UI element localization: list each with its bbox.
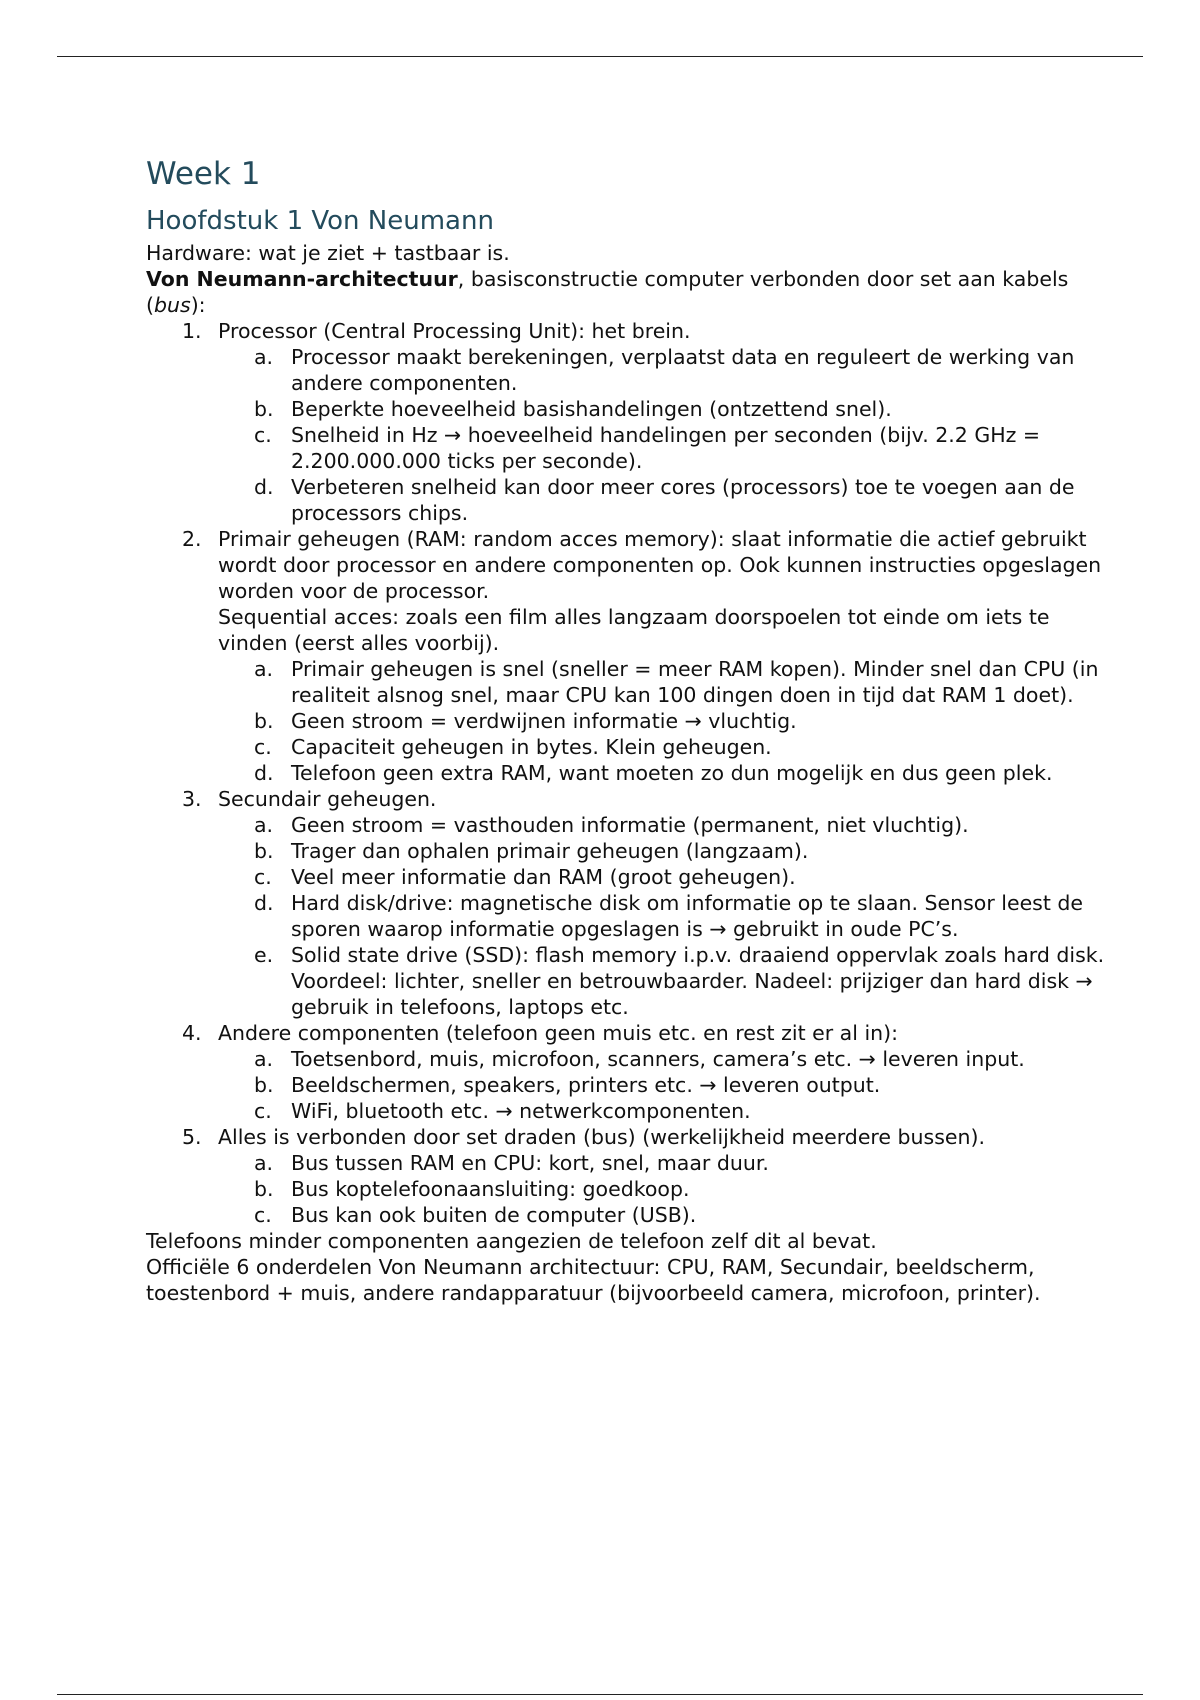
- sub-list-item-letter: d.: [254, 761, 274, 785]
- sub-list-item: [146, 734, 1106, 760]
- sub-list-item: [146, 1176, 1106, 1202]
- sub-list-item-letter: a.: [254, 657, 274, 681]
- list-item: [146, 1020, 1106, 1046]
- sub-list-item: [146, 760, 1106, 786]
- sub-list-item: [146, 1202, 1106, 1228]
- sub-list-item-text: Geen stroom = vasthouden informatie (permanent, niet vluchtig).: [291, 813, 969, 837]
- sub-list-item-letter: b.: [254, 839, 274, 863]
- sub-list-item-letter: c.: [254, 865, 272, 889]
- intro-von-neumann: [146, 266, 1106, 318]
- sub-list-item-text: Bus koptelefoonaansluiting: goedkoop.: [291, 1177, 690, 1201]
- sub-list: [146, 656, 1106, 786]
- sub-list-item-letter: a.: [254, 1047, 274, 1071]
- sub-list-item: [146, 474, 1106, 526]
- term-von-neumann: Von Neumann-architectuur: [146, 267, 458, 291]
- sub-list-item-letter: c.: [254, 735, 272, 759]
- term-bus: bus: [154, 293, 191, 317]
- sub-list-item-text: Hard disk/drive: magnetische disk om informatie op te slaan. Sensor leest de sporen waarop informatie opgeslagen is → gebruikt in oude PC’s.: [291, 891, 1084, 941]
- list-item: [146, 526, 1106, 656]
- sub-list-item-text: Capaciteit geheugen in bytes. Klein geheugen.: [291, 735, 772, 759]
- sub-list-item-letter: b.: [254, 1177, 274, 1201]
- list-item-number: 2.: [182, 527, 202, 551]
- sub-list-item: [146, 890, 1106, 942]
- sub-list-item-letter: a.: [254, 813, 274, 837]
- sub-list: [146, 812, 1106, 1020]
- intro-hardware: Hardware: wat je ziet + tastbaar is.: [146, 241, 510, 265]
- sub-list-item-letter: d.: [254, 475, 274, 499]
- sub-list-item: [146, 812, 1106, 838]
- list-item-number: 1.: [182, 319, 202, 343]
- list-item-text: Andere componenten (telefoon geen muis etc. en rest zit er al in):: [218, 1021, 899, 1045]
- sub-list-wrapper: [146, 1046, 1106, 1124]
- list-item-number: 3.: [182, 787, 202, 811]
- sub-list-item-text: Solid state drive (SSD): flash memory i.p.v. draaiend oppervlak zoals hard disk. Voordeel: lichter, sneller en betrouwbaarder. Nadeel: prijziger dan hard disk → gebruik in telefoons, laptops etc.: [291, 943, 1105, 1019]
- list-item-number: 4.: [182, 1021, 202, 1045]
- sub-list-item-text: Trager dan ophalen primair geheugen (langzaam).: [291, 839, 809, 863]
- sub-list-wrapper: [146, 344, 1106, 526]
- list-item: [146, 786, 1106, 812]
- sub-list-item-letter: a.: [254, 345, 274, 369]
- outro-official: Officiële 6 onderdelen Von Neumann architectuur: CPU, RAM, Secundair, beeldscherm, toestenbord + muis, andere randapparatuur (bijvoorbeeld camera, microfoon, printer).: [146, 1255, 1041, 1305]
- sub-list-item-text: WiFi, bluetooth etc. → netwerkcomponenten.: [291, 1099, 751, 1123]
- sub-list-item: [146, 1098, 1106, 1124]
- sub-list-item: [146, 708, 1106, 734]
- sub-list-item: [146, 396, 1106, 422]
- sub-list-item-letter: b.: [254, 709, 274, 733]
- sub-list-item: [146, 864, 1106, 890]
- sub-list-item-text: Bus kan ook buiten de computer (USB).: [291, 1203, 697, 1227]
- list-item-text: Alles is verbonden door set draden (bus) (werkelijkheid meerdere bussen).: [218, 1125, 986, 1149]
- component-list: [146, 318, 1106, 1228]
- sub-list-item-text: Bus tussen RAM en CPU: kort, snel, maar duur.: [291, 1151, 769, 1175]
- sub-list-wrapper: [146, 812, 1106, 1020]
- sub-list-item-text: Geen stroom = verdwijnen informatie → vluchtig.: [291, 709, 797, 733]
- sub-list-item-letter: c.: [254, 1099, 272, 1123]
- sub-list-item: [146, 838, 1106, 864]
- heading-chapter: Hoofdstuk 1 Von Neumann: [146, 206, 494, 236]
- sub-list-item-letter: b.: [254, 1073, 274, 1097]
- sub-list-item-text: Beeldschermen, speakers, printers etc. → leveren output.: [291, 1073, 881, 1097]
- sub-list-item: [146, 1046, 1106, 1072]
- footer-rule: [57, 1694, 1143, 1695]
- sub-list: [146, 1046, 1106, 1124]
- sub-list: [146, 1150, 1106, 1228]
- document-body: [146, 154, 1106, 1306]
- sub-list-item: [146, 1150, 1106, 1176]
- sub-list-item-letter: c.: [254, 423, 272, 447]
- sub-list-item-text: Primair geheugen is snel (sneller = meer RAM kopen). Minder snel dan CPU (in realiteit alsnog snel, maar CPU kan 100 dingen doen in tijd dat RAM 1 doet).: [291, 657, 1099, 707]
- sub-list: [146, 344, 1106, 526]
- sub-list-item-text: Telefoon geen extra RAM, want moeten zo dun mogelijk en dus geen plek.: [291, 761, 1053, 785]
- outro-phones: Telefoons minder componenten aangezien de telefoon zelf dit al bevat.: [146, 1229, 877, 1253]
- sub-list-item-text: Processor maakt berekeningen, verplaatst data en reguleert de werking van andere componenten.: [291, 345, 1075, 395]
- sub-list-item-letter: c.: [254, 1203, 272, 1227]
- list-item: [146, 1124, 1106, 1150]
- intro-vn-text-1: , basisconstructie computer verbonden door set aan kabels (: [146, 267, 1069, 317]
- sub-list-item: [146, 1072, 1106, 1098]
- sub-list-item-letter: e.: [254, 943, 274, 967]
- sub-list-wrapper: [146, 656, 1106, 786]
- sub-list-item-text: Verbeteren snelheid kan door meer cores (processors) toe te voegen aan de processors chips.: [291, 475, 1075, 525]
- sub-list-item-text: Beperkte hoeveelheid basishandelingen (ontzettend snel).: [291, 397, 892, 421]
- sub-list-item: [146, 422, 1106, 474]
- list-item-text: Primair geheugen (RAM: random acces memory): slaat informatie die actief gebruikt wordt door processor en andere componenten op. Ook kunnen instructies opgeslagen worden voor de processor.: [218, 527, 1102, 603]
- heading-week: Week 1: [146, 156, 261, 192]
- sub-list-item: [146, 656, 1106, 708]
- sub-list-item: [146, 344, 1106, 396]
- intro-vn-text-2: ):: [190, 293, 206, 317]
- list-item-text: Secundair geheugen.: [218, 787, 437, 811]
- list-item: [146, 318, 1106, 344]
- sub-list-item-letter: d.: [254, 891, 274, 915]
- list-item-number: 5.: [182, 1125, 202, 1149]
- sub-list-item-text: Snelheid in Hz → hoeveelheid handelingen per seconden (bijv. 2.2 GHz = 2.200.000.000 ticks per seconde).: [291, 423, 1041, 473]
- sub-list-item: [146, 942, 1106, 1020]
- list-item-note: Sequential acces: zoals een film alles langzaam doorspoelen tot einde om iets te vinden (eerst alles voorbij).: [218, 605, 1050, 655]
- sub-list-wrapper: [146, 1150, 1106, 1228]
- sub-list-item-text: Toetsenbord, muis, microfoon, scanners, camera’s etc. → leveren input.: [291, 1047, 1025, 1071]
- sub-list-item-letter: a.: [254, 1151, 274, 1175]
- sub-list-item-letter: b.: [254, 397, 274, 421]
- list-item-text: Processor (Central Processing Unit): het brein.: [218, 319, 691, 343]
- sub-list-item-text: Veel meer informatie dan RAM (groot geheugen).: [291, 865, 796, 889]
- header-rule: [57, 56, 1143, 57]
